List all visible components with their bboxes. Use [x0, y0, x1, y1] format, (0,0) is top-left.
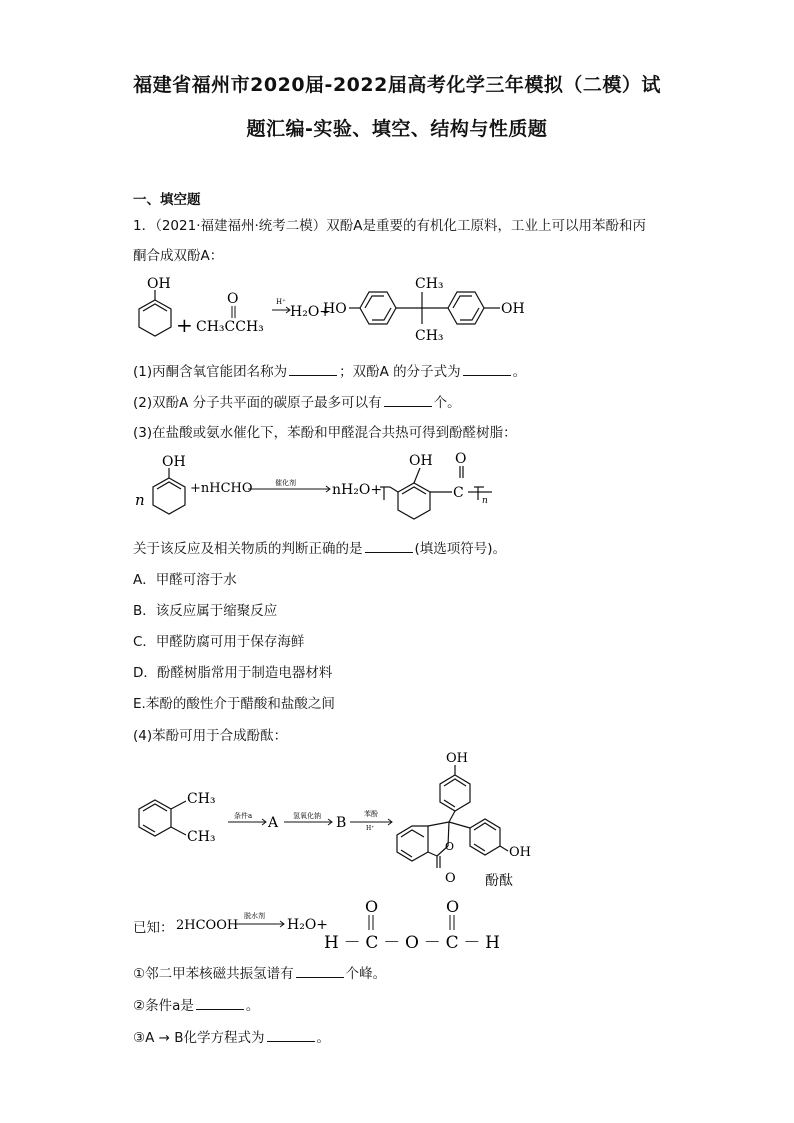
- xylene-methyl-b: CH₃: [187, 829, 216, 845]
- intermediate-b: B: [336, 815, 347, 831]
- formaldehyde-reagent: +nHCHO: [190, 481, 253, 496]
- document-title-line2: 题汇编-实验、填空、结构与性质题: [246, 118, 548, 140]
- dehydrating-agent-label: 脱水剂: [244, 912, 265, 920]
- resin-carbonyl-o: O: [455, 451, 467, 467]
- resin-water-product: nH₂O+: [332, 482, 383, 498]
- option-d: D．酚醛树脂常用于制造电器材料: [133, 665, 333, 681]
- phenolphthalein-oh-top: OH: [446, 751, 468, 766]
- sub-question-4: (4)苯酚可用于合成酚酞：: [133, 728, 288, 744]
- water-product: H₂O+: [290, 304, 332, 320]
- formic-anhydride-chain: H－C－O－C－H: [324, 933, 500, 953]
- resin-carbonyl-c: C: [453, 485, 464, 501]
- answer-blank: [196, 997, 244, 1010]
- question-stem-line1: 1．（2021·福建福州·统考二模）双酚A是重要的有机化工原料，工业上可以用苯酚和丙: [133, 218, 647, 234]
- anhydride-oxygen-2: O: [446, 897, 460, 916]
- known-label: 已知：: [133, 920, 174, 936]
- condition-c-label: 苯酚: [364, 810, 378, 818]
- condition-b-label: 氢氧化钠: [293, 812, 321, 820]
- anhydride-double-bonds: [369, 915, 454, 930]
- judge-question: 关于该反应及相关物质的判断正确的是 (填选项符号)。: [133, 541, 507, 557]
- question-ii: ②条件a是 。: [133, 998, 260, 1014]
- sub-question-1: (1)丙酮含氧官能团名称为 ；双酚A 的分子式为 。: [133, 364, 527, 380]
- document-title-line1: 福建省福州市2020届-2022届高考化学三年模拟（二模）试: [133, 74, 661, 96]
- answer-blank: [296, 965, 344, 978]
- bisphenol-ho-label: HO: [323, 301, 347, 317]
- section-heading: 一、填空题: [133, 192, 201, 208]
- condition-a-label: 条件a: [234, 812, 253, 820]
- bisphenol-oh-label: OH: [501, 301, 525, 317]
- option-c: C．甲醛防腐可用于保存海鲜: [133, 634, 305, 650]
- question-iii: ③A → B化学方程式为 。: [133, 1030, 330, 1046]
- resin-polymer-oh: OH: [409, 453, 433, 469]
- anhydride-oxygen-1: O: [365, 897, 379, 916]
- sub-question-2: (2)双酚A 分子共平面的碳原子最多可以有 个。: [133, 395, 461, 411]
- lactone-ring-oxygen: O: [445, 840, 455, 853]
- bisphenol-methyl-bottom: CH₃: [415, 328, 444, 344]
- option-b: B．该反应属于缩聚反应: [133, 603, 278, 619]
- phenolphthalein-oh-right: OH: [509, 845, 531, 860]
- acetone-formula: CH₃CCH₃: [196, 319, 264, 335]
- question-stem-line2: 酮合成双酚A：: [133, 248, 224, 264]
- coefficient-n: n: [135, 491, 145, 509]
- condition-c-acid: H⁺: [366, 825, 375, 832]
- sub-question-3: (3)在盐酸或氨水催化下，苯酚和甲醛混合共热可得到酚醛树脂：: [133, 425, 517, 441]
- option-e: E.苯酚的酸性介于醋酸和盐酸之间: [133, 696, 335, 712]
- bisphenol-methyl-top: CH₃: [415, 276, 444, 292]
- question-i: ①邻二甲苯核磁共振氢谱有 个峰。: [133, 966, 387, 982]
- acetone-oxygen: O: [227, 291, 239, 307]
- xylene-methyl-a: CH₃: [187, 791, 216, 807]
- phenolphthalein-name: 酚酞: [485, 873, 513, 889]
- resin-phenol-oh: OH: [162, 454, 186, 470]
- answer-blank: [267, 1029, 315, 1042]
- acid-catalyst-label: H⁺: [276, 298, 286, 306]
- resin-subscript-n: n: [482, 496, 488, 506]
- known-water-product: H₂O+: [287, 917, 329, 933]
- resin-catalyst-label: 催化剂: [275, 479, 296, 487]
- formic-acid-reactant: 2HCOOH: [176, 918, 239, 933]
- plus-sign: +: [176, 313, 193, 337]
- option-a: A．甲醛可溶于水: [133, 572, 237, 588]
- phenol-oh-label: OH: [147, 276, 171, 292]
- intermediate-a: A: [268, 815, 279, 831]
- lactone-carbonyl-oxygen: O: [445, 871, 456, 886]
